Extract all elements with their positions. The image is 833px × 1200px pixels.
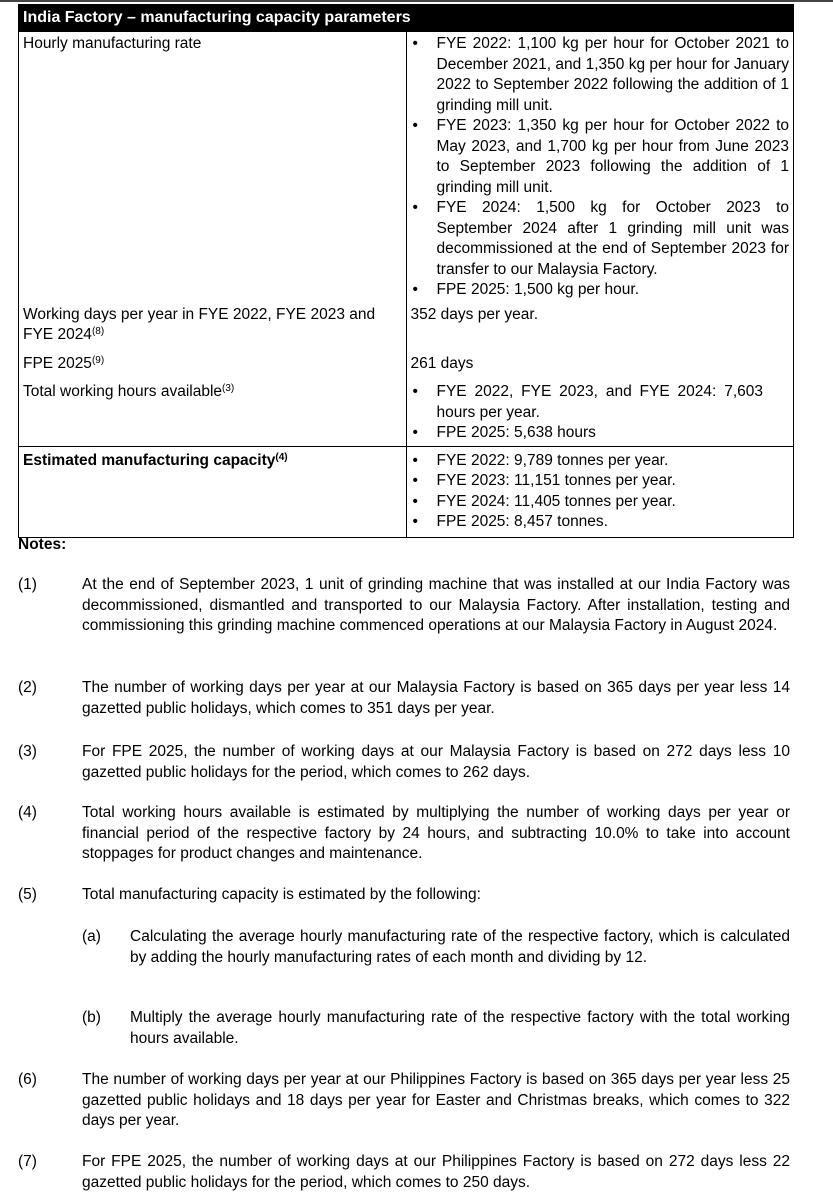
- list-item: • FPE 2025: 8,457 tonnes.: [411, 512, 790, 533]
- bullet-icon: •: [412, 383, 418, 400]
- bullet-icon: •: [412, 199, 418, 216]
- note-text: For FPE 2025, the number of working days at our Philippines Factory is based on 272 days less 22 gazetted public holidays for the period, which comes to 250 days.: [82, 1153, 790, 1191]
- table-header-row: [19, 5, 794, 32]
- note-text: For FPE 2025, the number of working days at our Malaysia Factory is based on 272 days less 10 gazetted public holidays for the period, which comes to 262 days.: [82, 743, 790, 781]
- notes-heading: Notes:: [18, 536, 67, 553]
- list-item: • FYE 2023: 11,151 tonnes per year.: [411, 471, 790, 492]
- note-number: (6): [18, 1071, 37, 1088]
- list-item: • FPE 2025: 1,500 kg per hour.: [411, 280, 790, 301]
- bullet-icon: •: [412, 35, 418, 52]
- row-value-working-days: 352 days per year.: [406, 301, 794, 346]
- sub-item-text: Multiply the average hourly manufacturing rate of the respective factory with the total working hours available.: [130, 1009, 790, 1047]
- note-text: At the end of September 2023, 1 unit of grinding machine that was installed at our India Factory was decommissioned, dismantled and transported to our Malaysia Factory. After installation, testing and commissioning this grinding machine commenced operations at our Malaysia Factory in August 2024.: [82, 576, 790, 634]
- note-number: (1): [18, 576, 37, 593]
- sub-item-letter: (b): [82, 1009, 101, 1026]
- table-row: [19, 301, 794, 346]
- row-label-hourly-rate: Hourly manufacturing rate: [19, 32, 407, 301]
- bullet-icon: •: [412, 424, 418, 441]
- note-item: [18, 742, 790, 783]
- bullet-icon: •: [412, 281, 418, 298]
- list-item: • FYE 2022, FYE 2023, and FYE 2024: 7,603 hours per year.: [412, 383, 763, 421]
- note-number: (4): [18, 804, 37, 821]
- sub-item-letter: (a): [82, 928, 101, 945]
- note-sub-item: [82, 927, 790, 968]
- note-item: [18, 885, 790, 906]
- note-number: (7): [18, 1153, 37, 1170]
- row-label-fpe-2025: FPE 2025$^{(9)}$: [19, 346, 407, 375]
- note-number: (2): [18, 679, 37, 696]
- capacity-parameters-table: [18, 4, 794, 538]
- bullet-icon: •: [412, 492, 418, 510]
- list-item: • FYE 2024: 11,405 tonnes per year.: [411, 492, 790, 513]
- sub-item-text: Calculating the average hourly manufacturing rate of the respective factory, which is calculated by adding the hourly manufacturing rates of each month and dividing by 12.: [130, 928, 790, 966]
- list-item: • FYE 2022: 9,789 tonnes per year.: [411, 451, 790, 472]
- list-item: • FYE 2023: 1,350 kg per hour for October 2022 to May 2023, and 1,700 kg per hour from June 2023 to September 2023 following the addition of 1 grinding mill unit.: [412, 117, 789, 196]
- note-sub-item: [82, 1008, 790, 1049]
- row-value-fpe-2025: 261 days: [406, 346, 794, 375]
- row-value-hourly-rate: [406, 32, 794, 301]
- note-item: [18, 1070, 790, 1132]
- bullet-icon: •: [412, 451, 418, 469]
- table-row: [19, 346, 794, 375]
- list-item: • FYE 2022: 1,100 kg per hour for October 2021 to December 2021, and 1,350 kg per hour for January 2022 to September 2022 following the addition of 1 grinding mill unit.: [412, 35, 789, 114]
- table-row: [19, 446, 794, 537]
- note-text: The number of working days per year at our Philippines Factory is based on 365 days per year less 25 gazetted public holidays and 18 days per year for Easter and Christmas breaks, which comes to 322 days per year.: [82, 1071, 790, 1129]
- note-text: Total manufacturing capacity is estimated by the following:: [82, 886, 481, 903]
- note-item: [18, 575, 790, 637]
- note-item: [18, 803, 790, 865]
- bullet-icon: •: [412, 117, 418, 134]
- note-number: (5): [18, 886, 37, 903]
- row-value-capacity: [406, 446, 794, 537]
- note-text: Total working hours available is estimated by multiplying the number of working days per year or financial period of the respective factory by 24 hours, and subtracting 10.0% to take into account stoppages for product changes and maintenance.: [82, 804, 790, 862]
- table-title: India Factory – manufacturing capacity parameters: [19, 5, 794, 32]
- list-item: • FYE 2024: 1,500 kg for October 2023 to September 2024 after 1 grinding mill unit was decommissioned at the end of September 2023 for transfer to our Malaysia Factory.: [412, 199, 789, 278]
- bullet-icon: •: [412, 513, 418, 530]
- list-item: • FPE 2025: 5,638 hours: [411, 423, 764, 444]
- row-value-working-hours: [406, 374, 794, 446]
- row-label-capacity: Estimated manufacturing capacity$^{(4)}$: [19, 446, 407, 537]
- table-row: [19, 32, 794, 301]
- note-item: [18, 1152, 790, 1193]
- page-top-rule: [0, 0, 833, 2]
- table-row: [19, 374, 794, 446]
- note-item: [18, 678, 790, 719]
- row-label-working-days: Working days per year in FYE 2022, FYE 2023 and FYE 2024$^{(8)}$: [19, 301, 407, 346]
- row-label-working-hours: Total working hours available$^{(3)}$: [19, 374, 407, 446]
- bullet-icon: •: [412, 472, 418, 489]
- note-number: (3): [18, 743, 37, 760]
- note-text: The number of working days per year at our Malaysia Factory is based on 365 days per year less 14 gazetted public holidays, which comes to 351 days per year.: [82, 679, 790, 717]
